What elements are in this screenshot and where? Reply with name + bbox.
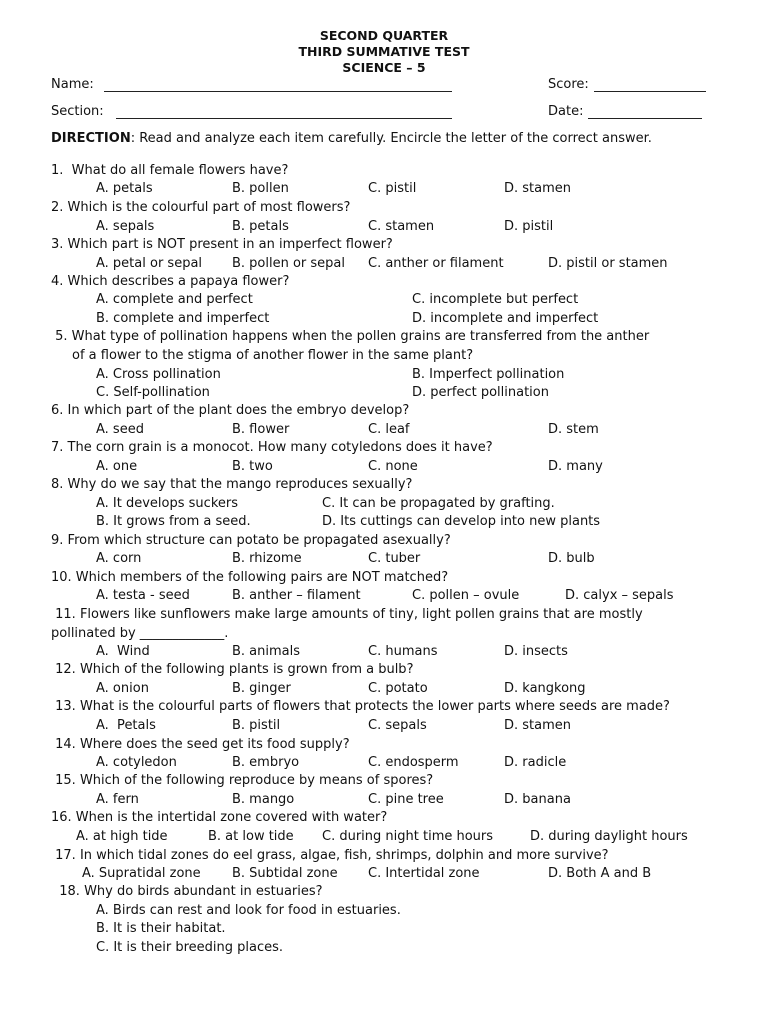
option[interactable]: B. flower [232,422,290,437]
option[interactable]: A. testa - seed [96,588,190,603]
option[interactable]: C. humans [368,644,438,659]
question-13: 13. What is the colourful parts of flowers that protects the lower parts where seeds are made? [51,699,670,714]
option[interactable]: A. Birds can rest and look for food in estuaries. [96,903,401,918]
option[interactable]: A. corn [96,551,142,566]
direction-label: DIRECTION [51,131,131,146]
question-2: 2. Which is the colourful part of most flowers? [51,200,351,215]
option[interactable]: B. petals [232,219,289,234]
question-10: 10. Which members of the following pairs are NOT matched? [51,570,449,585]
option[interactable]: A. complete and perfect [96,292,253,307]
section-label: Section: [51,104,104,119]
option[interactable]: B. Imperfect pollination [412,367,565,382]
option[interactable]: B. two [232,459,273,474]
option[interactable]: A. petal or sepal [96,256,203,271]
date-field[interactable] [588,118,702,119]
option[interactable]: C. Self-pollination [96,385,210,400]
option[interactable]: D. perfect pollination [412,385,549,400]
option[interactable]: B. at low tide [208,829,294,844]
option[interactable]: A. seed [96,422,144,437]
question-18: 18. Why do birds abundant in estuaries? [51,884,323,899]
option[interactable]: C. It can be propagated by grafting. [322,496,555,511]
option[interactable]: C. pistil [368,181,417,196]
option[interactable]: C. It is their breeding places. [96,940,284,955]
option[interactable]: B. complete and imperfect [96,311,270,326]
option[interactable]: B. embryo [232,755,300,770]
direction [51,131,652,147]
option[interactable]: A. one [96,459,138,474]
question-14: 14. Where does the seed get its food supply? [51,737,350,752]
option[interactable]: D. many [548,459,603,474]
question-11-cont: pollinated by _____________. [51,626,229,641]
score-label: Score: [548,77,589,92]
option[interactable]: B. pistil [232,718,281,733]
option[interactable]: B. Subtidal zone [232,866,338,881]
question-12: 12. Which of the following plants is grown from a bulb? [51,662,414,677]
option[interactable]: B. pollen or sepal [232,256,346,271]
option[interactable]: A. Petals [96,718,156,733]
option[interactable]: B. animals [232,644,301,659]
option[interactable]: D. stem [548,422,599,437]
option[interactable]: A. sepals [96,219,155,234]
option[interactable]: D. during daylight hours [530,829,688,844]
header-quarter: SECOND QUARTER [319,28,449,43]
option[interactable]: C. stamen [368,219,435,234]
name-label: Name: [51,77,94,92]
header-test-title: THIRD SUMMATIVE TEST [298,44,470,59]
option[interactable]: D. bulb [548,551,595,566]
option[interactable]: C. potato [368,681,428,696]
option[interactable]: A. Supratidal zone [82,866,201,881]
option[interactable]: A. fern [96,792,139,807]
direction-text: : Read and analyze each item carefully. Encircle the letter of the correct answer. [130,131,652,146]
option[interactable]: D. stamen [504,718,572,733]
option[interactable]: D. Both A and B [548,866,652,881]
option[interactable]: A. It develops suckers [96,496,238,511]
option[interactable]: C. during night time hours [322,829,494,844]
option[interactable]: B. pollen [232,181,289,196]
option[interactable]: C. sepals [368,718,427,733]
question-8: 8. Why do we say that the mango reproduces sexually? [51,477,413,492]
question-15: 15. Which of the following reproduce by means of spores? [51,773,434,788]
option[interactable]: C. incomplete but perfect [412,292,579,307]
option[interactable]: D. radicle [504,755,567,770]
option[interactable]: B. rhizome [232,551,302,566]
question-5: 5. What type of pollination happens when the pollen grains are transferred from the anther [51,329,650,344]
option[interactable]: B. It is their habitat. [96,921,226,936]
option[interactable]: C. pollen – ovule [412,588,520,603]
option[interactable]: D. incomplete and imperfect [412,311,599,326]
option[interactable]: A. Cross pollination [96,367,221,382]
option[interactable]: C. none [368,459,418,474]
option[interactable]: B. ginger [232,681,291,696]
option[interactable]: D. stamen [504,181,572,196]
option[interactable]: D. calyx – sepals [565,588,674,603]
option[interactable]: C. Intertidal zone [368,866,480,881]
option[interactable]: D. Its cuttings can develop into new plants [322,514,601,529]
date-label: Date: [548,104,584,119]
option[interactable]: D. banana [504,792,571,807]
option[interactable]: D. pistil [504,219,554,234]
option[interactable]: D. pistil or stamen [548,256,668,271]
question-7: 7. The corn grain is a monocot. How many cotyledons does it have? [51,440,493,455]
question-9: 9. From which structure can potato be propagated asexually? [51,533,451,548]
option[interactable]: B. It grows from a seed. [96,514,251,529]
section-field[interactable] [116,118,452,119]
question-3: 3. Which part is NOT present in an imperfect flower? [51,237,393,252]
question-4: 4. Which describes a papaya flower? [51,274,290,289]
question-5-cont: of a flower to the stigma of another flower in the same plant? [72,348,474,363]
header-subject: SCIENCE – 5 [342,60,426,75]
name-field[interactable] [104,91,452,92]
question-11: 11. Flowers like sunflowers make large amounts of tiny, light pollen grains that are mostly [51,607,643,622]
question-1: 1. What do all female flowers have? [51,163,289,178]
question-6: 6. In which part of the plant does the embryo develop? [51,403,410,418]
question-16: 16. When is the intertidal zone covered with water? [51,810,388,825]
score-field[interactable] [594,91,706,92]
option[interactable]: C. endosperm [368,755,459,770]
option[interactable]: C. tuber [368,551,421,566]
option[interactable]: B. mango [232,792,295,807]
option[interactable]: A. at high tide [76,829,168,844]
option[interactable]: C. leaf [368,422,410,437]
option[interactable]: A. onion [96,681,149,696]
option[interactable]: B. anther – filament [232,588,361,603]
option[interactable]: C. pine tree [368,792,444,807]
option[interactable]: A. cotyledon [96,755,177,770]
option[interactable]: D. kangkong [504,681,586,696]
question-17: 17. In which tidal zones do eel grass, algae, fish, shrimps, dolphin and more survive? [51,848,609,863]
option[interactable]: D. insects [504,644,568,659]
option[interactable]: C. anther or filament [368,256,504,271]
option[interactable]: A. Wind [96,644,150,659]
option[interactable]: A. petals [96,181,153,196]
